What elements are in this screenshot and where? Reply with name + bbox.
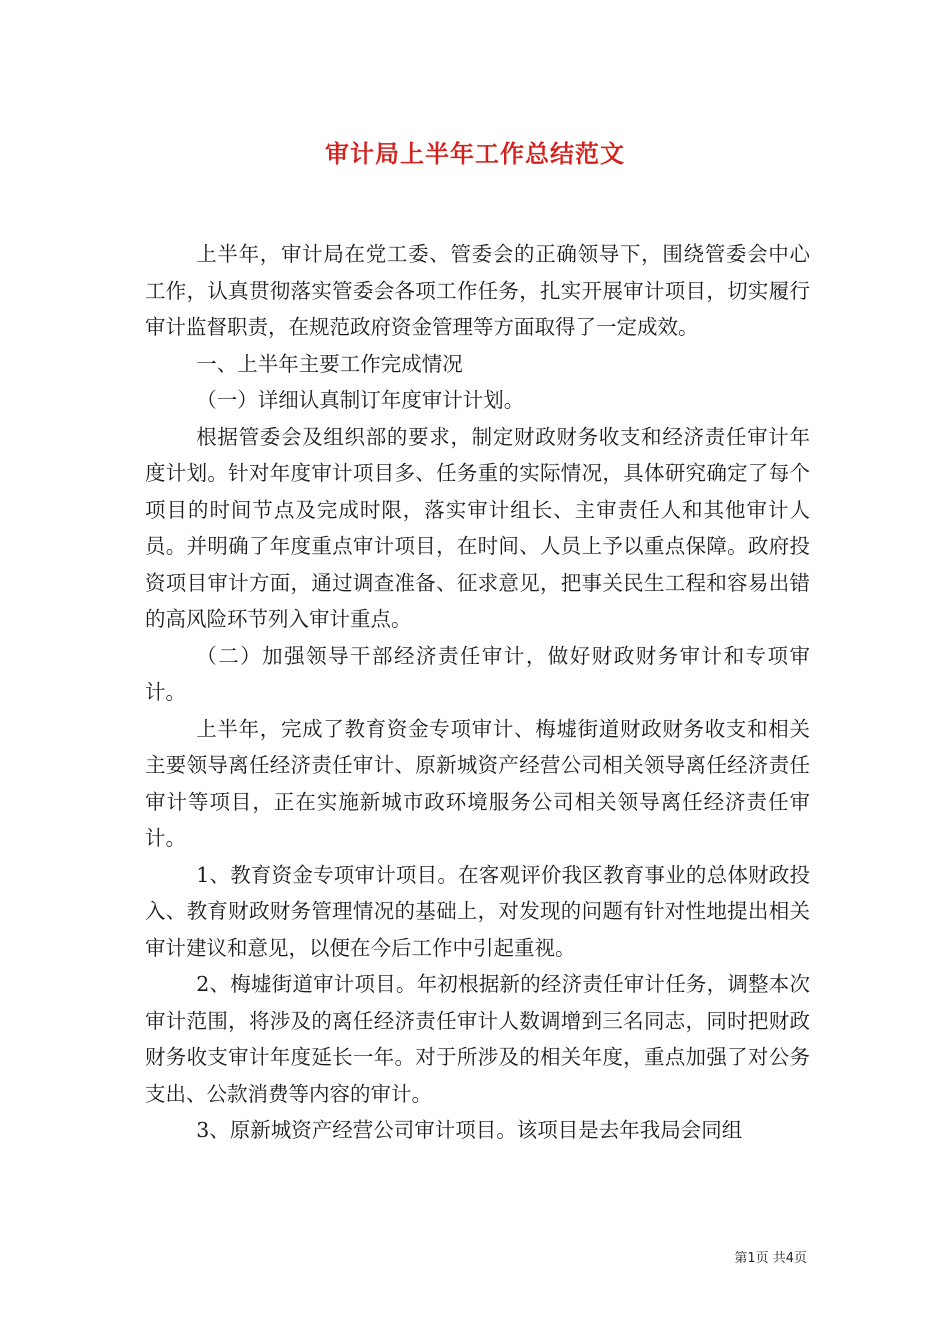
page-number: 第1页 共4页 [734,1251,807,1266]
paragraph-plan: 根据管委会及组织部的要求，制定财政财务收支和经济责任审计年度计划。针对年度审计项目多、任务重的实际情况，具体研究确定了每个项目的时间节点及完成时限，落实审计组长、主审责任人和其他审计人员。并明确了年度重点审计项目，在时间、人员上予以重点保障。政府投资项目审计方面，通过调查准备、征求意见，把事关民生工程和容易出错的高风险环节列入审计重点。 [145,424,810,631]
document-title: 审计局上半年工作总结范文 [325,140,625,168]
section-heading-1: 一、上半年主要工作完成情况 [196,351,463,376]
paragraph-item-3: 3、原新城资产经营公司审计项目。该项目是去年我局会同组 [196,1118,743,1142]
paragraph-item-2: 2、梅墟街道审计项目。年初根据新的经济责任审计任务，调整本次审计范围，将涉及的离任经济责任审计人数调增到三名同志，同时把财政财务收支审计年度延长一年。对于所涉及的相关年度，重点加强了对公务支出、公款消费等内容的审计。 [145,972,810,1106]
subsection-heading-1: （一）详细认真制订年度审计计划。 [196,388,525,412]
document-body [145,236,810,1149]
subsection-heading-2: （二）加强领导干部经济责任审计，做好财政财务审计和专项审计。 [145,643,810,704]
paragraph-intro: 上半年，审计局在党工委、管委会的正确领导下，围绕管委会中心工作，认真贯彻落实管委会各项工作任务，扎实开展审计项目，切实履行审计监督职责，在规范政府资金管理等方面取得了一定成效。 [145,242,810,339]
paragraph-item-1: 1、教育资金专项审计项目。在客观评价我区教育事业的总体财政投入、教育财政财务管理情况的基础上，对发现的问题有针对性地提出相关审计建议和意见，以便在今后工作中引起重视。 [145,862,810,960]
paragraph-summary: 上半年，完成了教育资金专项审计、梅墟街道财政财务收支和相关主要领导离任经济责任审计、原新城资产经营公司相关领导离任经济责任审计等项目，正在实施新城市政环境服务公司相关领导离任经济责任审计。 [145,716,810,850]
